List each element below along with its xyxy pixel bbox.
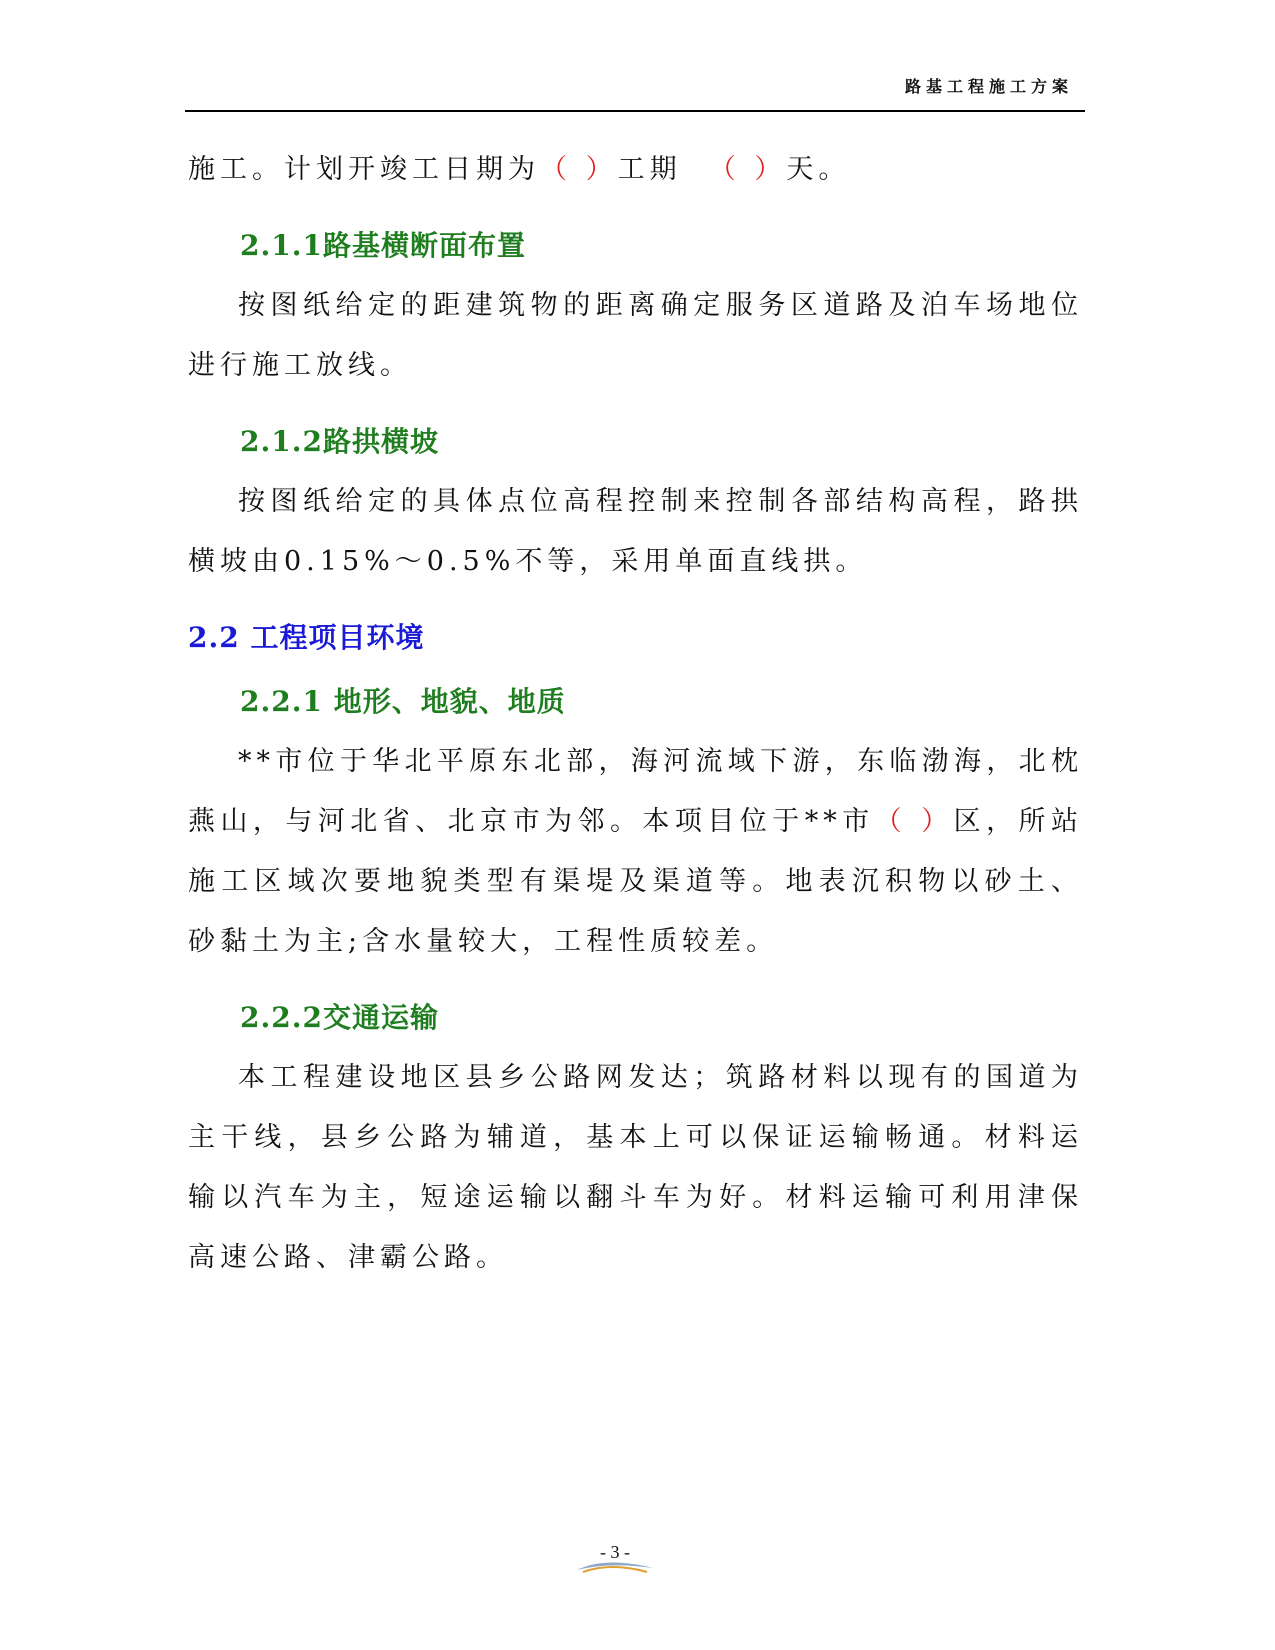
header-title: 路基工程施工方案 [904, 77, 1073, 96]
heading-2-2-2: 2.2.2交通运输 [240, 1001, 439, 1034]
district-blank: （ ） [874, 806, 954, 837]
heading-2-1-1: 2.1.1路基横断面布置 [240, 229, 526, 262]
paragraph-2-1-2: 按图纸给定的具体点位高程控制来控制各部结构高程，路拱横坡由0.15%～0.5%不等，采用单面直线拱。 [188, 486, 1083, 577]
heading-2-2-1: 2.2.1 地形、地貌、地质 [240, 685, 566, 718]
continuation-suffix: 天。 [786, 154, 851, 185]
paragraph-2-2-1-before: **市位于华北平原东北部，海河流域下游，东临渤海，北枕燕山，与河北省、北京市为邻。本项目位于**市 [188, 746, 1083, 837]
document-body [188, 140, 1083, 1288]
duration-blank: （ ） [708, 154, 787, 185]
page-footer [575, 1542, 655, 1582]
page-header [185, 60, 1085, 112]
page-number: - 3 - [600, 1542, 630, 1562]
paragraph-2-2-1 [188, 732, 1083, 972]
paragraph-2-2-2: 本工程建设地区县乡公路网发达；筑路材料以现有的国道为主干线，县乡公路为辅道，基本上可以保证运输畅通。材料运输以汽车为主，短途运输以翻斗车为好。材料运输可利用津保高速公路、津霸公路。 [188, 1062, 1083, 1273]
continuation-prefix: 施工。计划开竣工日期为 [188, 154, 540, 185]
continuation-paragraph [188, 140, 1083, 200]
paragraph-2-1-1: 按图纸给定的距建筑物的距离确定服务区道路及泊车场地位进行施工放线。 [188, 290, 1083, 381]
heading-2-1-2: 2.1.2路拱横坡 [240, 425, 439, 458]
header-rule [185, 110, 1085, 112]
start-end-date-blank: （ ） [540, 154, 618, 185]
heading-2-2: 2.2 工程项目环境 [188, 621, 425, 654]
paragraph-2-2-1-after: 区，所站施工区域次要地貌类型有渠堤及渠道等。地表沉积物以砂土、砂黏土为主;含水量较大，工程性质较差。 [188, 806, 1084, 957]
continuation-middle: 工期 [617, 154, 682, 185]
